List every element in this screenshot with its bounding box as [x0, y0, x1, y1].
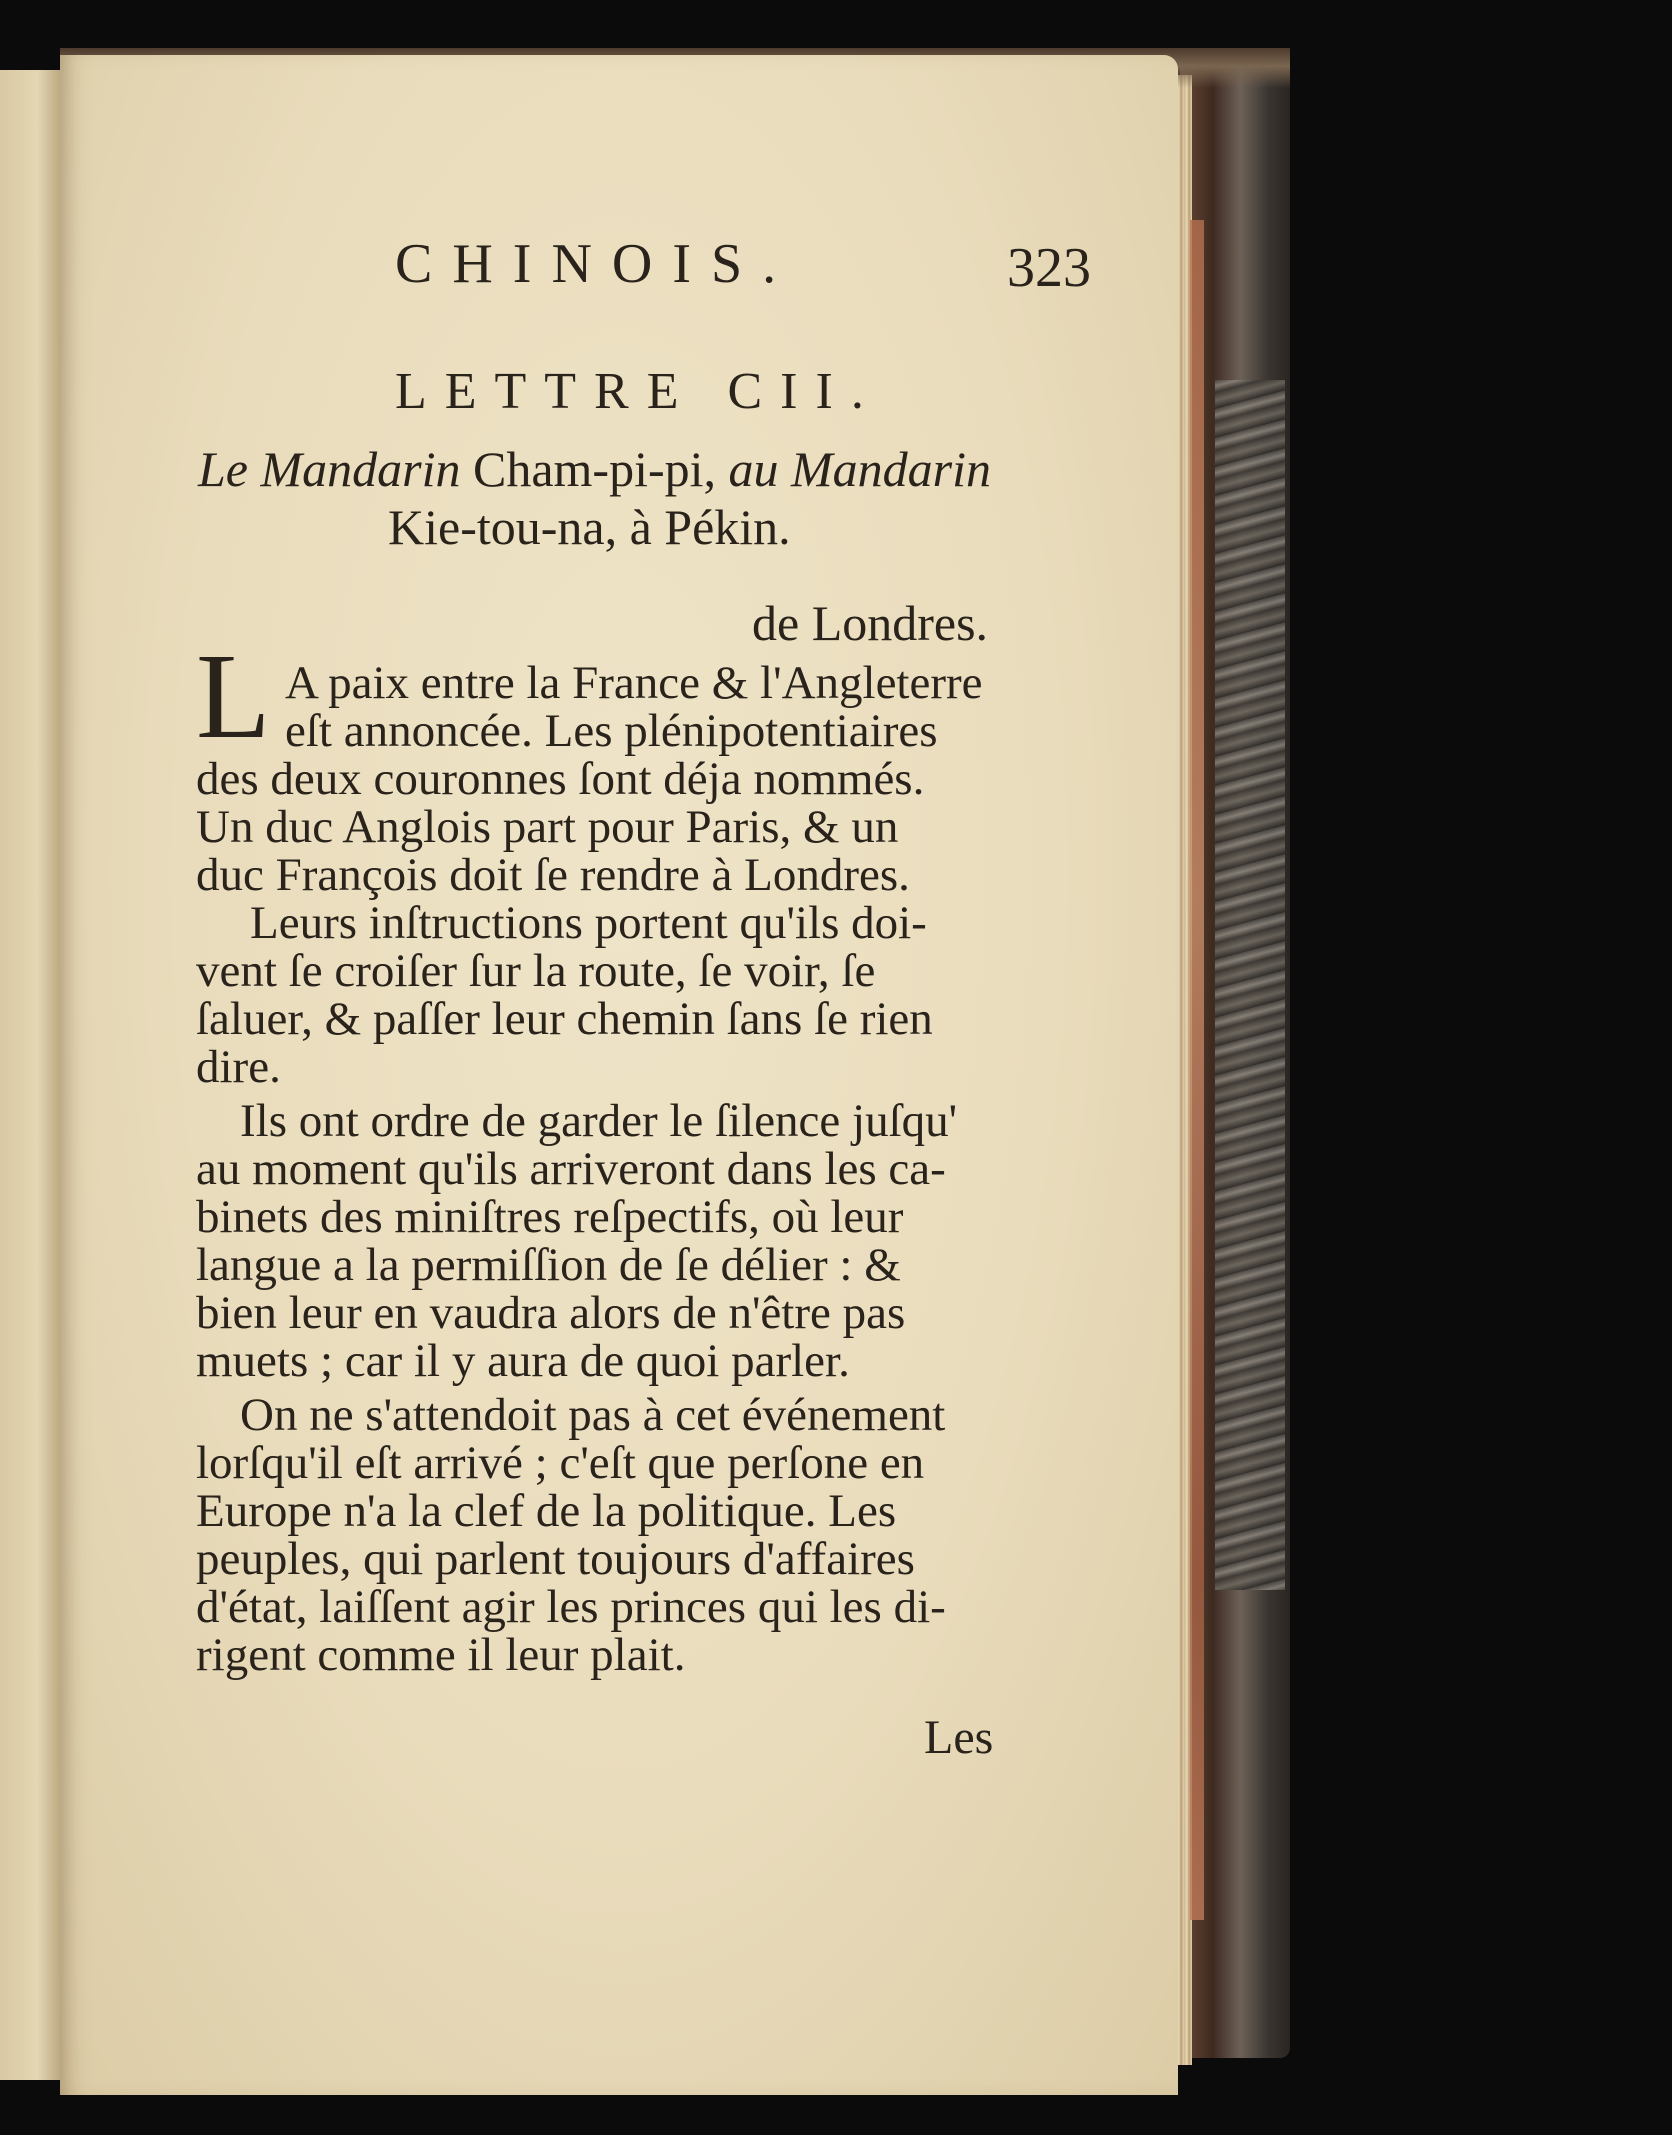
body-line: Leurs inſtructions portent qu'ils doi-	[250, 897, 927, 949]
salutation-line-1	[198, 440, 991, 498]
page-number: 323	[1007, 237, 1091, 299]
body-line: Ils ont ordre de garder le ſilence juſqu'	[240, 1095, 958, 1147]
body-line: dire.	[196, 1041, 281, 1093]
marbled-cover	[1215, 380, 1285, 1590]
salutation-line-2: Kie-tou-na, à Pékin.	[388, 499, 791, 555]
letter-place: de Londres.	[752, 595, 989, 651]
body-line: duc François doit ſe rendre à Londres.	[196, 849, 910, 901]
sprinkled-edge	[1190, 220, 1204, 1920]
body-line: muets ; car il y aura de quoi parler.	[196, 1335, 850, 1387]
drop-cap: L	[196, 629, 271, 764]
body-line: des deux couronnes ſont déja nommés.	[196, 753, 925, 805]
body-line: vent ſe croiſer ſur la route, ſe voir, ſe	[196, 945, 876, 997]
body-line: A paix entre la France & l'Angleterre	[285, 657, 983, 709]
body-line: Europe n'a la clef de la politique. Les	[196, 1485, 897, 1537]
running-head: CHINOIS.	[395, 233, 797, 295]
body-line: bien leur en vaudra alors de n'être pas	[196, 1287, 906, 1339]
salutation-italic-sender-title: Le Mandarin	[198, 441, 461, 497]
body-line: peuples, qui parlent toujours d'affaires	[196, 1533, 915, 1585]
body-line: d'état, laiſſent agir les princes qui les di-	[196, 1581, 946, 1633]
letter-title: LETTRE CII.	[395, 363, 882, 420]
body-line: ſaluer, & paſſer leur chemin ſans ſe rien	[196, 993, 933, 1045]
body-line: langue a la permiſſion de ſe délier : &	[196, 1239, 901, 1291]
previous-page-edge	[0, 70, 62, 2080]
body-line: Un duc Anglois part pour Paris, & un	[196, 801, 899, 853]
body-line: au moment qu'ils arriveront dans les ca-	[196, 1143, 946, 1195]
body-line: eſt annoncée. Les plénipotentiaires	[285, 705, 938, 757]
body-line: lorſqu'il eſt arrivé ; c'eſt que perſone en	[196, 1437, 925, 1489]
body-line: rigent comme il leur plait.	[196, 1629, 686, 1681]
catchword: Les	[924, 1711, 994, 1764]
salutation-sender-name: Cham-pi-pi,	[473, 441, 717, 497]
body-line: binets des miniſtres reſpectifs, où leur	[196, 1191, 904, 1243]
salutation-italic-recipient-title: au Mandarin	[728, 441, 992, 497]
body-line: On ne s'attendoit pas à cet événement	[240, 1389, 946, 1441]
